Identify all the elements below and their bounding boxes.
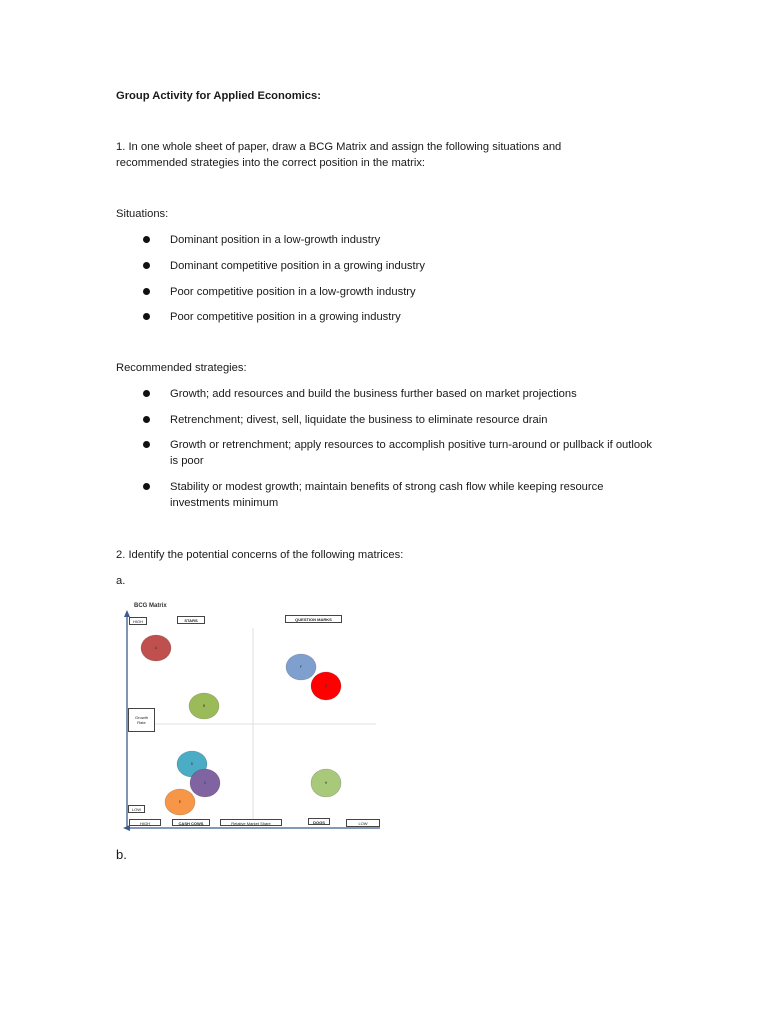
y-axis-arrow-icon xyxy=(124,610,130,617)
bullet-icon xyxy=(143,262,150,269)
bullet-icon xyxy=(143,390,150,397)
bcg-matrix-figure xyxy=(118,600,388,836)
dogs-label: DOGS xyxy=(313,820,325,825)
bullet-icon xyxy=(143,313,150,320)
situations-heading: Situations: xyxy=(116,208,169,220)
q2-instruction: 2. Identify the potential concerns of the following matrices: xyxy=(116,549,404,561)
bullet-icon xyxy=(143,236,150,243)
bubble-letter: C xyxy=(203,781,207,785)
strategy-text: Stability or modest growth; maintain benefits of strong cash flow while keeping resource investments minimum xyxy=(170,481,604,509)
relative-market-share-box xyxy=(220,819,282,826)
bubble-letter: D xyxy=(190,762,194,766)
x-low-box xyxy=(346,819,380,827)
x-high-box xyxy=(129,819,161,826)
bubble-letter: F xyxy=(299,665,303,669)
situation-text: Poor competitive position in a growing industry xyxy=(170,311,401,323)
bubble-letter: B xyxy=(202,704,206,708)
strategy-text: Growth or retrenchment; apply resources to accomplish positive turn-around or pullback if outlook is poor xyxy=(170,439,652,467)
bubble-letter: G xyxy=(324,684,328,688)
y-high-label: HIGH xyxy=(133,619,143,624)
q1-instruction-line1: 1. In one whole sheet of paper, draw a BCG Matrix and assign the following situations and xyxy=(116,141,562,153)
relative-market-share-label: Relative Market Share xyxy=(231,821,271,826)
figure-title: BCG Matrix xyxy=(134,603,167,609)
situation-text: Poor competitive position in a low-growth industry xyxy=(170,286,416,298)
bubble-letter: A xyxy=(154,646,158,650)
bullet-icon xyxy=(143,416,150,423)
bullet-icon xyxy=(143,483,150,490)
strategy-text: Growth; add resources and build the business further based on market projections xyxy=(170,388,577,400)
bcg-matrix-graphic xyxy=(118,600,388,836)
situation-text: Dominant competitive position in a growing industry xyxy=(170,260,425,272)
strategies-heading: Recommended strategies: xyxy=(116,362,247,374)
document-title: Group Activity for Applied Economics: xyxy=(116,90,321,102)
cash-cows-box xyxy=(172,819,210,826)
growth-rate-box xyxy=(128,708,155,732)
bubble-letter: H xyxy=(324,781,328,785)
bubble-letter: E xyxy=(178,800,182,804)
cash-cows-label: CASH COWS xyxy=(178,821,204,826)
stars-label: STARS xyxy=(184,618,198,623)
question-marks-box xyxy=(285,615,342,623)
bubble-layer xyxy=(141,635,341,815)
y-high-box xyxy=(129,617,147,625)
y-low-box xyxy=(128,805,145,813)
stars-box xyxy=(177,616,205,624)
label-a: a. xyxy=(116,575,126,587)
question-marks-label: QUESTION MARKS xyxy=(295,617,332,622)
growth-rate-line1: Growth xyxy=(135,715,148,720)
q1-instruction-line2: recommended strategies into the correct position in the matrix: xyxy=(116,157,426,169)
situation-text: Dominant position in a low-growth industry xyxy=(170,234,381,246)
growth-rate-line2: Rate xyxy=(137,720,146,725)
label-b: b. xyxy=(116,847,127,862)
strategy-text: Retrenchment; divest, sell, liquidate the business to eliminate resource drain xyxy=(170,414,548,426)
bullet-icon xyxy=(143,288,150,295)
y-low-label: LOW xyxy=(131,807,142,812)
x-low-label: LOW xyxy=(358,821,368,826)
x-high-label: HIGH xyxy=(140,821,150,826)
dogs-box xyxy=(308,818,330,825)
bullet-icon xyxy=(143,441,150,448)
